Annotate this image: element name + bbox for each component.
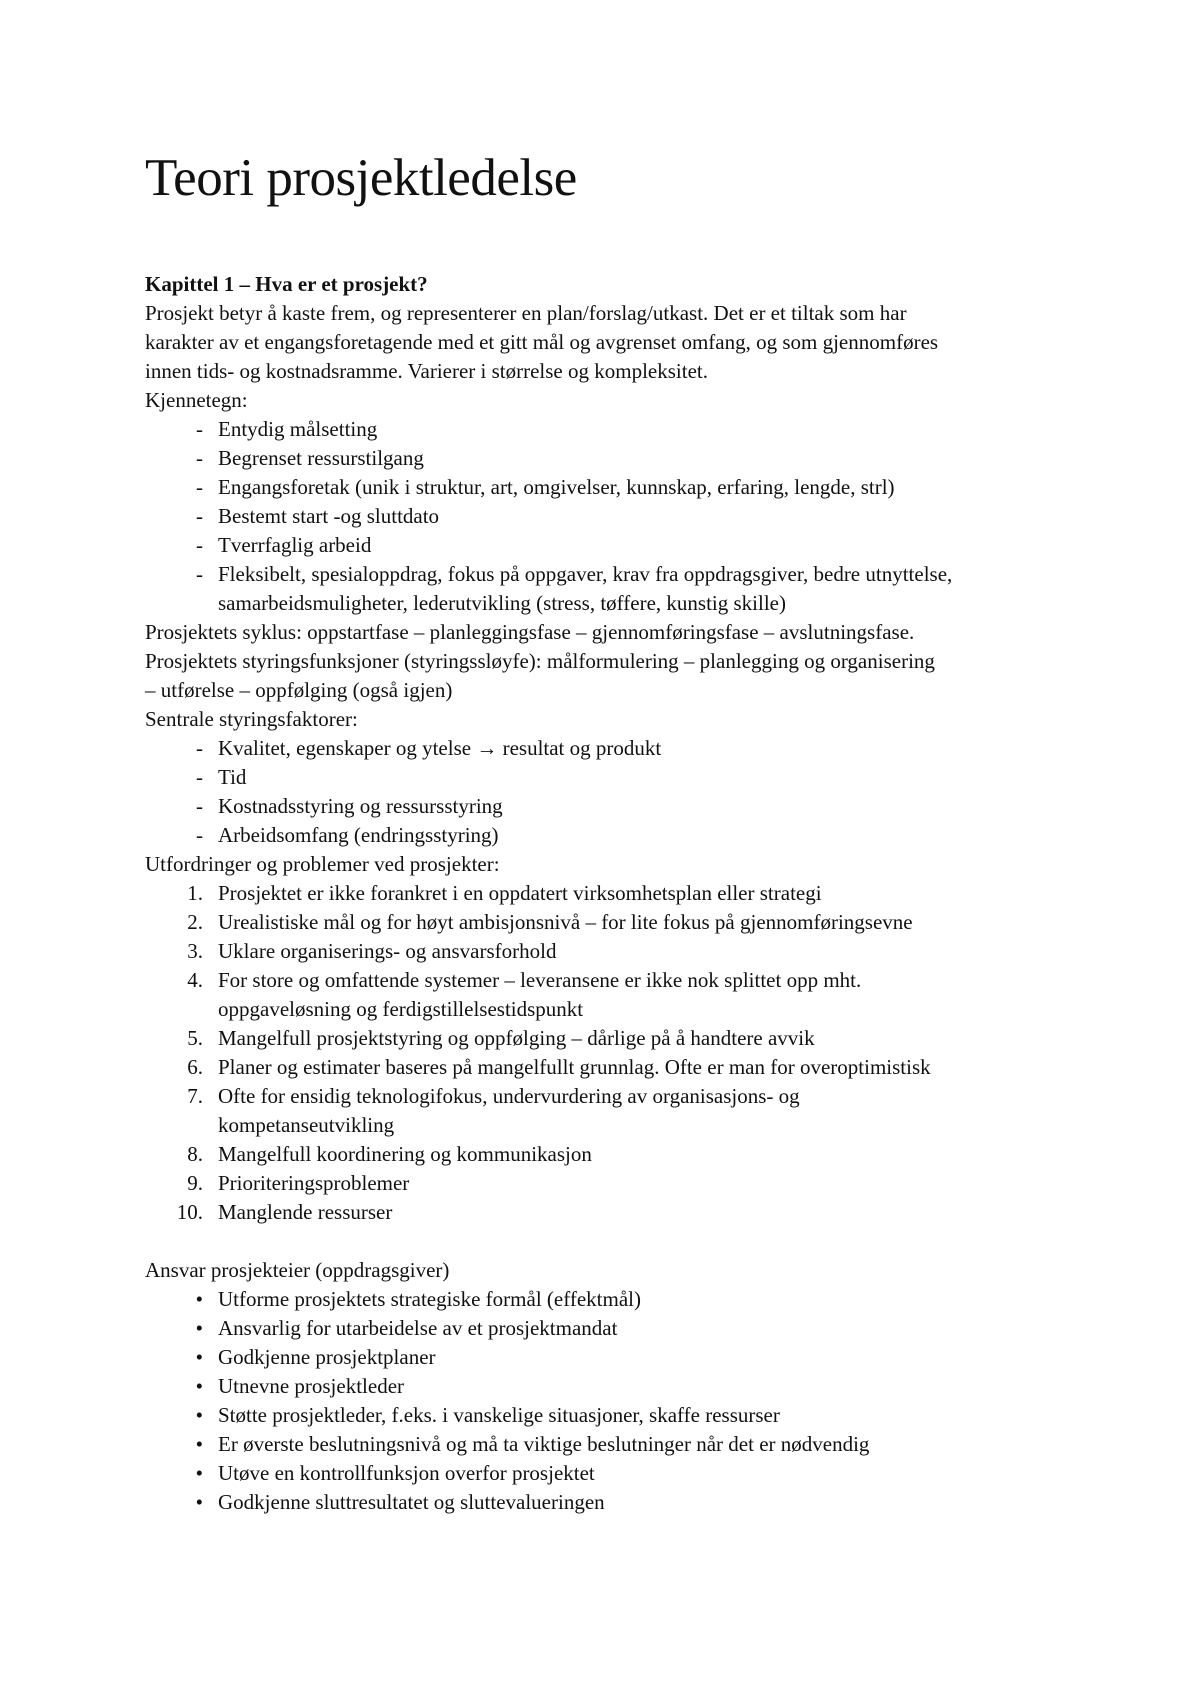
list-item-text: Kvalitet, egenskaper og ytelse → resultat og produkt [218, 736, 662, 760]
intro-paragraph [145, 299, 1085, 386]
utfordringer-label: Utfordringer og problemer ved prosjekter: [145, 852, 500, 876]
paragraph-spacer [145, 1227, 1085, 1256]
list-item-text: Ansvarlig for utarbeidelse av et prosjektmandat [218, 1316, 618, 1340]
styringsfunksjoner-line: – utførelse – oppfølging (også igjen) [145, 678, 453, 702]
kjennetegn-item [145, 473, 1085, 502]
document-body [145, 270, 1085, 1517]
list-item-text: kompetanseutvikling [218, 1113, 395, 1137]
chapter-heading: Kapittel 1 – Hva er et prosjekt? [145, 272, 428, 296]
list-item-text: Engangsforetak (unik i struktur, art, omgivelser, kunnskap, erfaring, lengde, strl) [218, 475, 895, 499]
list-marker: - [196, 562, 203, 586]
utfordring-item [145, 1198, 1085, 1227]
list-item-text: Godkjenne prosjektplaner [218, 1345, 436, 1369]
styringsfunksjoner-paragraph [145, 647, 1085, 705]
ansvar-item [145, 1488, 1085, 1517]
ansvar-item [145, 1343, 1085, 1372]
list-item-text: Utnevne prosjektleder [218, 1374, 405, 1398]
intro-line: karakter av et engangsforetagende med et gitt mål og avgrenset omfang, og som gjennomføres [145, 330, 939, 354]
list-marker: 3. [187, 939, 203, 963]
list-item-text: Uklare organiserings- og ansvarsforhold [218, 939, 557, 963]
utfordring-item [145, 1053, 1085, 1082]
kjennetegn-item [145, 502, 1085, 531]
list-marker: - [196, 504, 203, 528]
styringsfaktor-item [145, 734, 1085, 763]
utfordring-item [145, 1024, 1085, 1053]
list-marker: • [195, 1490, 203, 1514]
list-item-text: Prosjektet er ikke forankret i en oppdatert virksomhetsplan eller strategi [218, 881, 822, 905]
list-item-text: Utforme prosjektets strategiske formål (effektmål) [218, 1287, 641, 1311]
list-item-text: Tverrfaglig arbeid [218, 533, 372, 557]
list-marker: 8. [187, 1142, 203, 1166]
list-item-text: Kostnadsstyring og ressursstyring [218, 794, 503, 818]
kjennetegn-item [145, 531, 1085, 560]
page-title: Teori prosjektledelse [145, 149, 577, 207]
utfordring-item [145, 1140, 1085, 1169]
list-item-text: Prioriteringsproblemer [218, 1171, 410, 1195]
list-marker: - [196, 823, 203, 847]
styringsfaktor-item [145, 763, 1085, 792]
styringsfunksjoner-line: Prosjektets styringsfunksjoner (styringssløyfe): målformulering – planlegging og organisering [145, 649, 935, 673]
list-item-text: Mangelfull koordinering og kommunikasjon [218, 1142, 592, 1166]
ansvar-label: Ansvar prosjekteier (oppdragsgiver) [145, 1258, 450, 1282]
list-item-text: oppgaveløsning og ferdigstillelsestidspunkt [218, 997, 584, 1021]
kjennetegn-label: Kjennetegn: [145, 388, 248, 412]
list-marker: - [196, 417, 203, 441]
document-content [145, 148, 1085, 1517]
syklus-text: Prosjektets syklus: oppstartfase – planleggingsfase – gjennomføringsfase – avslutningsfase. [145, 620, 915, 644]
list-marker: • [195, 1316, 203, 1340]
list-marker: 4. [187, 968, 203, 992]
list-item-text: Er øverste beslutningsnivå og må ta viktige beslutninger når det er nødvendig [218, 1432, 870, 1456]
ansvar-item [145, 1430, 1085, 1459]
kjennetegn-list [145, 415, 1085, 618]
list-item-text: Støtte prosjektleder, f.eks. i vanskelige situasjoner, skaffe ressurser [218, 1403, 780, 1427]
list-item-text: Planer og estimater baseres på mangelfullt grunnlag. Ofte er man for overoptimistisk [218, 1055, 931, 1079]
list-marker: • [195, 1432, 203, 1456]
list-item-text: Manglende ressurser [218, 1200, 393, 1224]
utfordringer-list [145, 879, 1085, 1227]
list-marker: 10. [176, 1200, 203, 1224]
list-item-text: Utøve en kontrollfunksjon overfor prosjektet [218, 1461, 595, 1485]
list-item-text: Fleksibelt, spesialoppdrag, fokus på oppgaver, krav fra oppdragsgiver, bedre utnyttelse, [218, 562, 953, 586]
list-item-text: Tid [218, 765, 247, 789]
ansvar-list [145, 1285, 1085, 1517]
styringsfaktor-item [145, 792, 1085, 821]
ansvar-item [145, 1459, 1085, 1488]
list-marker: • [195, 1345, 203, 1369]
ansvar-item [145, 1285, 1085, 1314]
list-item-text: Entydig målsetting [218, 417, 378, 441]
list-marker: 6. [187, 1055, 203, 1079]
utfordring-item [145, 879, 1085, 908]
list-marker: 7. [187, 1084, 203, 1108]
list-item-text: Godkjenne sluttresultatet og sluttevalueringen [218, 1490, 605, 1514]
utfordring-item [145, 1169, 1085, 1198]
list-marker: 9. [187, 1171, 203, 1195]
utfordring-item [145, 966, 1085, 1024]
utfordring-item [145, 908, 1085, 937]
list-marker: 2. [187, 910, 203, 934]
styringsfaktorer-label: Sentrale styringsfaktorer: [145, 707, 358, 731]
styringsfaktor-item [145, 821, 1085, 850]
intro-line: innen tids- og kostnadsramme. Varierer i størrelse og kompleksitet. [145, 359, 708, 383]
list-item-text: Mangelfull prosjektstyring og oppfølging – dårlige på å handtere avvik [218, 1026, 815, 1050]
list-item-text: Bestemt start -og sluttdato [218, 504, 440, 528]
list-item-text: Begrenset ressurstilgang [218, 446, 424, 470]
styringsfaktorer-list [145, 734, 1085, 850]
ansvar-item [145, 1372, 1085, 1401]
kjennetegn-item [145, 560, 1085, 618]
list-marker: - [196, 446, 203, 470]
ansvar-item [145, 1314, 1085, 1343]
intro-line: Prosjekt betyr å kaste frem, og representerer en plan/forslag/utkast. Det er et tiltak som har [145, 301, 907, 325]
utfordring-item [145, 1082, 1085, 1140]
list-item-text: Arbeidsomfang (endringsstyring) [218, 823, 499, 847]
list-item-text: For store og omfattende systemer – leveransene er ikke nok splittet opp mht. [218, 968, 862, 992]
list-marker: 5. [187, 1026, 203, 1050]
list-marker: - [196, 765, 203, 789]
list-marker: - [196, 794, 203, 818]
list-marker: • [195, 1287, 203, 1311]
list-marker: • [195, 1374, 203, 1398]
list-item-text: Urealistiske mål og for høyt ambisjonsnivå – for lite fokus på gjennomføringsevne [218, 910, 913, 934]
ansvar-item [145, 1401, 1085, 1430]
list-marker: - [196, 533, 203, 557]
kjennetegn-item [145, 415, 1085, 444]
kjennetegn-item [145, 444, 1085, 473]
list-item-text: samarbeidsmuligheter, lederutvikling (stress, tøffere, kunstig skille) [218, 591, 786, 615]
list-marker: - [196, 475, 203, 499]
list-marker: • [195, 1403, 203, 1427]
list-item-text: Ofte for ensidig teknologifokus, undervurdering av organisasjons- og [218, 1084, 800, 1108]
list-marker: • [195, 1461, 203, 1485]
utfordring-item [145, 937, 1085, 966]
list-marker: - [196, 736, 203, 760]
list-marker: 1. [187, 881, 203, 905]
